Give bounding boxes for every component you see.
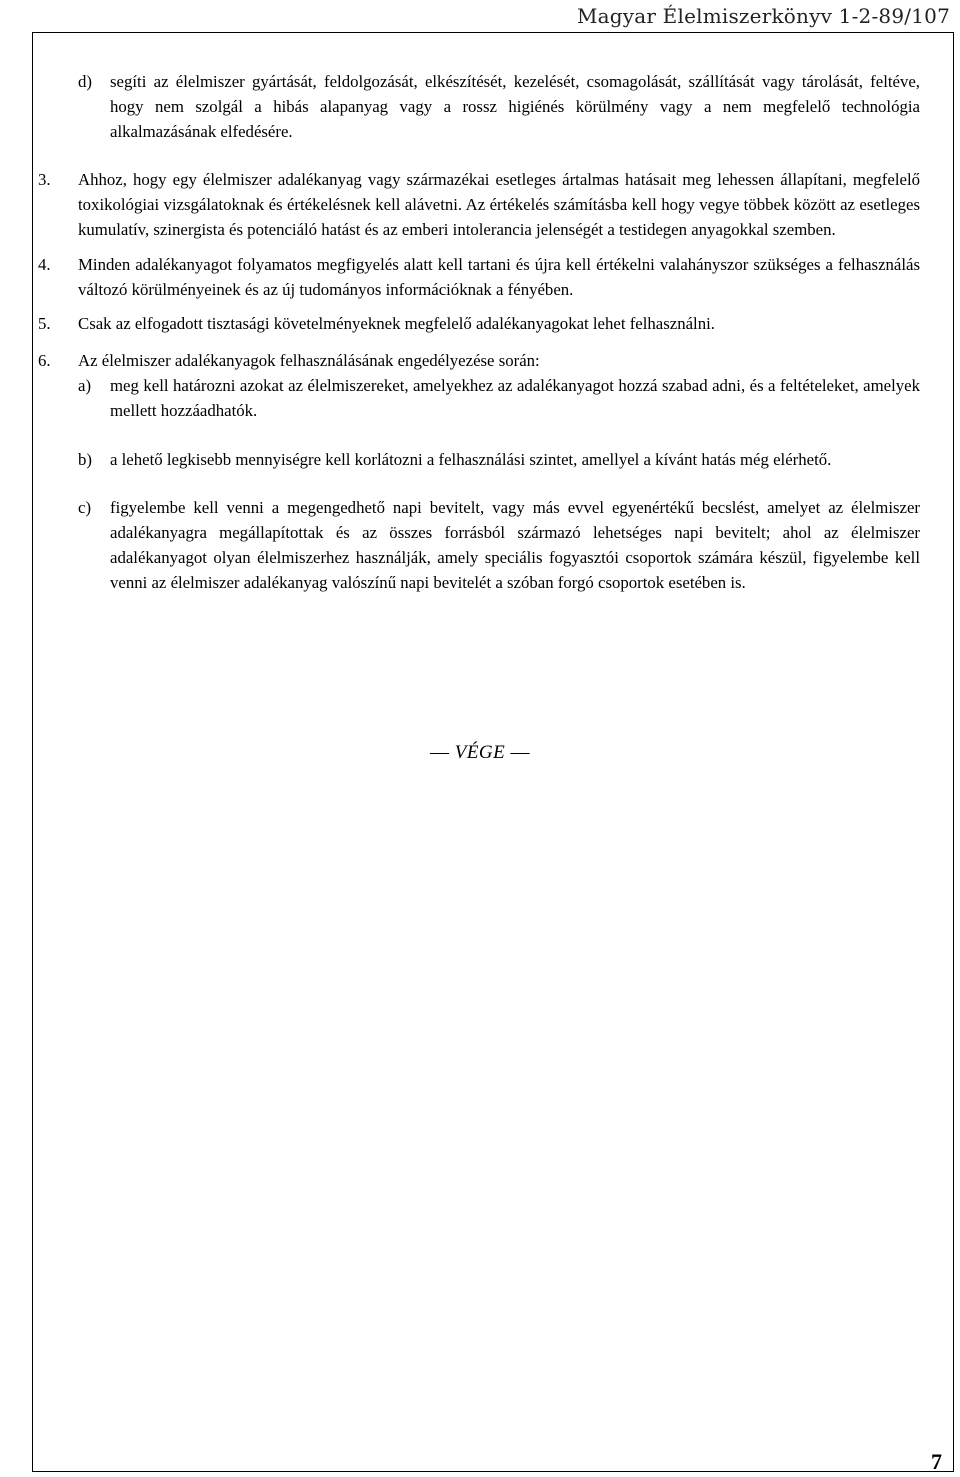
list-item-b	[78, 448, 920, 473]
paragraph-text: Ahhoz, hogy egy élelmiszer adalékanyag vagy származékai esetleges ártalmas hatásait meg lehessen állapítani, megfelelő toxikológiai vizsgálatoknak és értékelésnek kell alávetni. Az értékelés számításba kell hogy vegye többek között az esetleges kumulatív, szinergista és potenciáló hatást és az emberi intolerancia jelenségét a testidegen anyagokkal szemben.	[78, 170, 920, 239]
end-mark-dash-right: —	[510, 742, 531, 763]
list-marker: a)	[78, 375, 92, 395]
paragraph-number: 6.	[38, 351, 51, 371]
list-item-text: figyelembe kell venni a megengedhető napi bevitelt, vagy más evvel egyenértékű becslést, amelyet az élelmiszer adalékanyagra megállapítottak és az összes forrásból származó lehetséges napi bevitelt; ahol az élelmiszer adalékanyagot olyan élelmiszerhez használják, amely speciális fogyasztói csoportok számára készül, figyelembe kell venni az élelmiszer adalékanyag valószínű napi bevitelét a szóban forgó csoportok esetében is.	[110, 498, 920, 592]
paragraph-3	[38, 168, 920, 242]
list-item-a	[78, 374, 920, 424]
list-marker: b)	[78, 449, 92, 469]
page-number: 7	[931, 1449, 942, 1474]
paragraph-5	[38, 312, 920, 337]
paragraph-6	[38, 349, 920, 374]
paragraph-number: 3.	[38, 170, 51, 190]
end-mark-dash-left: —	[429, 742, 450, 763]
paragraph-number: 4.	[38, 254, 51, 274]
end-mark-text: VÉGE	[454, 742, 506, 763]
document-body	[38, 70, 920, 596]
paragraph-4	[38, 253, 920, 303]
list-item-c	[78, 496, 920, 595]
list-item-text: a lehető legkisebb mennyiségre kell korlátozni a felhasználási szintet, amellyel a kívánt hatás még elérhető.	[110, 449, 832, 469]
paragraph-number: 5.	[38, 314, 51, 334]
list-item-text: meg kell határozni azokat az élelmiszereket, amelyekhez az adalékanyagot hozzá szabad adni, és a feltételeket, amelyek mellett hozzáadhatók.	[110, 375, 920, 420]
list-marker: d)	[78, 72, 92, 91]
running-header: Magyar Élelmiszerkönyv 1-2-89/107	[576, 4, 950, 28]
list-item-text: segíti az élelmiszer gyártását, feldolgozását, elkészítését, kezelését, csomagolását, szállítását vagy tárolását, feltéve, hogy nem szolgál a hibás alapanyag vagy a rossz higiénés körülmény vagy a nem megfelelő technológia alkalmazásának elfedésére.	[110, 72, 920, 141]
end-mark	[0, 742, 960, 764]
paragraph-text: Az élelmiszer adalékanyagok felhasználásának engedélyezése során:	[78, 351, 540, 371]
list-marker: c)	[78, 498, 92, 518]
list-item-d	[78, 70, 920, 144]
paragraph-text: Minden adalékanyagot folyamatos megfigyelés alatt kell tartani és újra kell értékelni valahányszor szükséges a felhasználás változó körülményeinek és az új tudományos információknak a fényében.	[78, 254, 920, 299]
paragraph-text: Csak az elfogadott tisztasági követelményeknek megfelelő adalékanyagokat lehet felhasználni.	[78, 314, 715, 334]
